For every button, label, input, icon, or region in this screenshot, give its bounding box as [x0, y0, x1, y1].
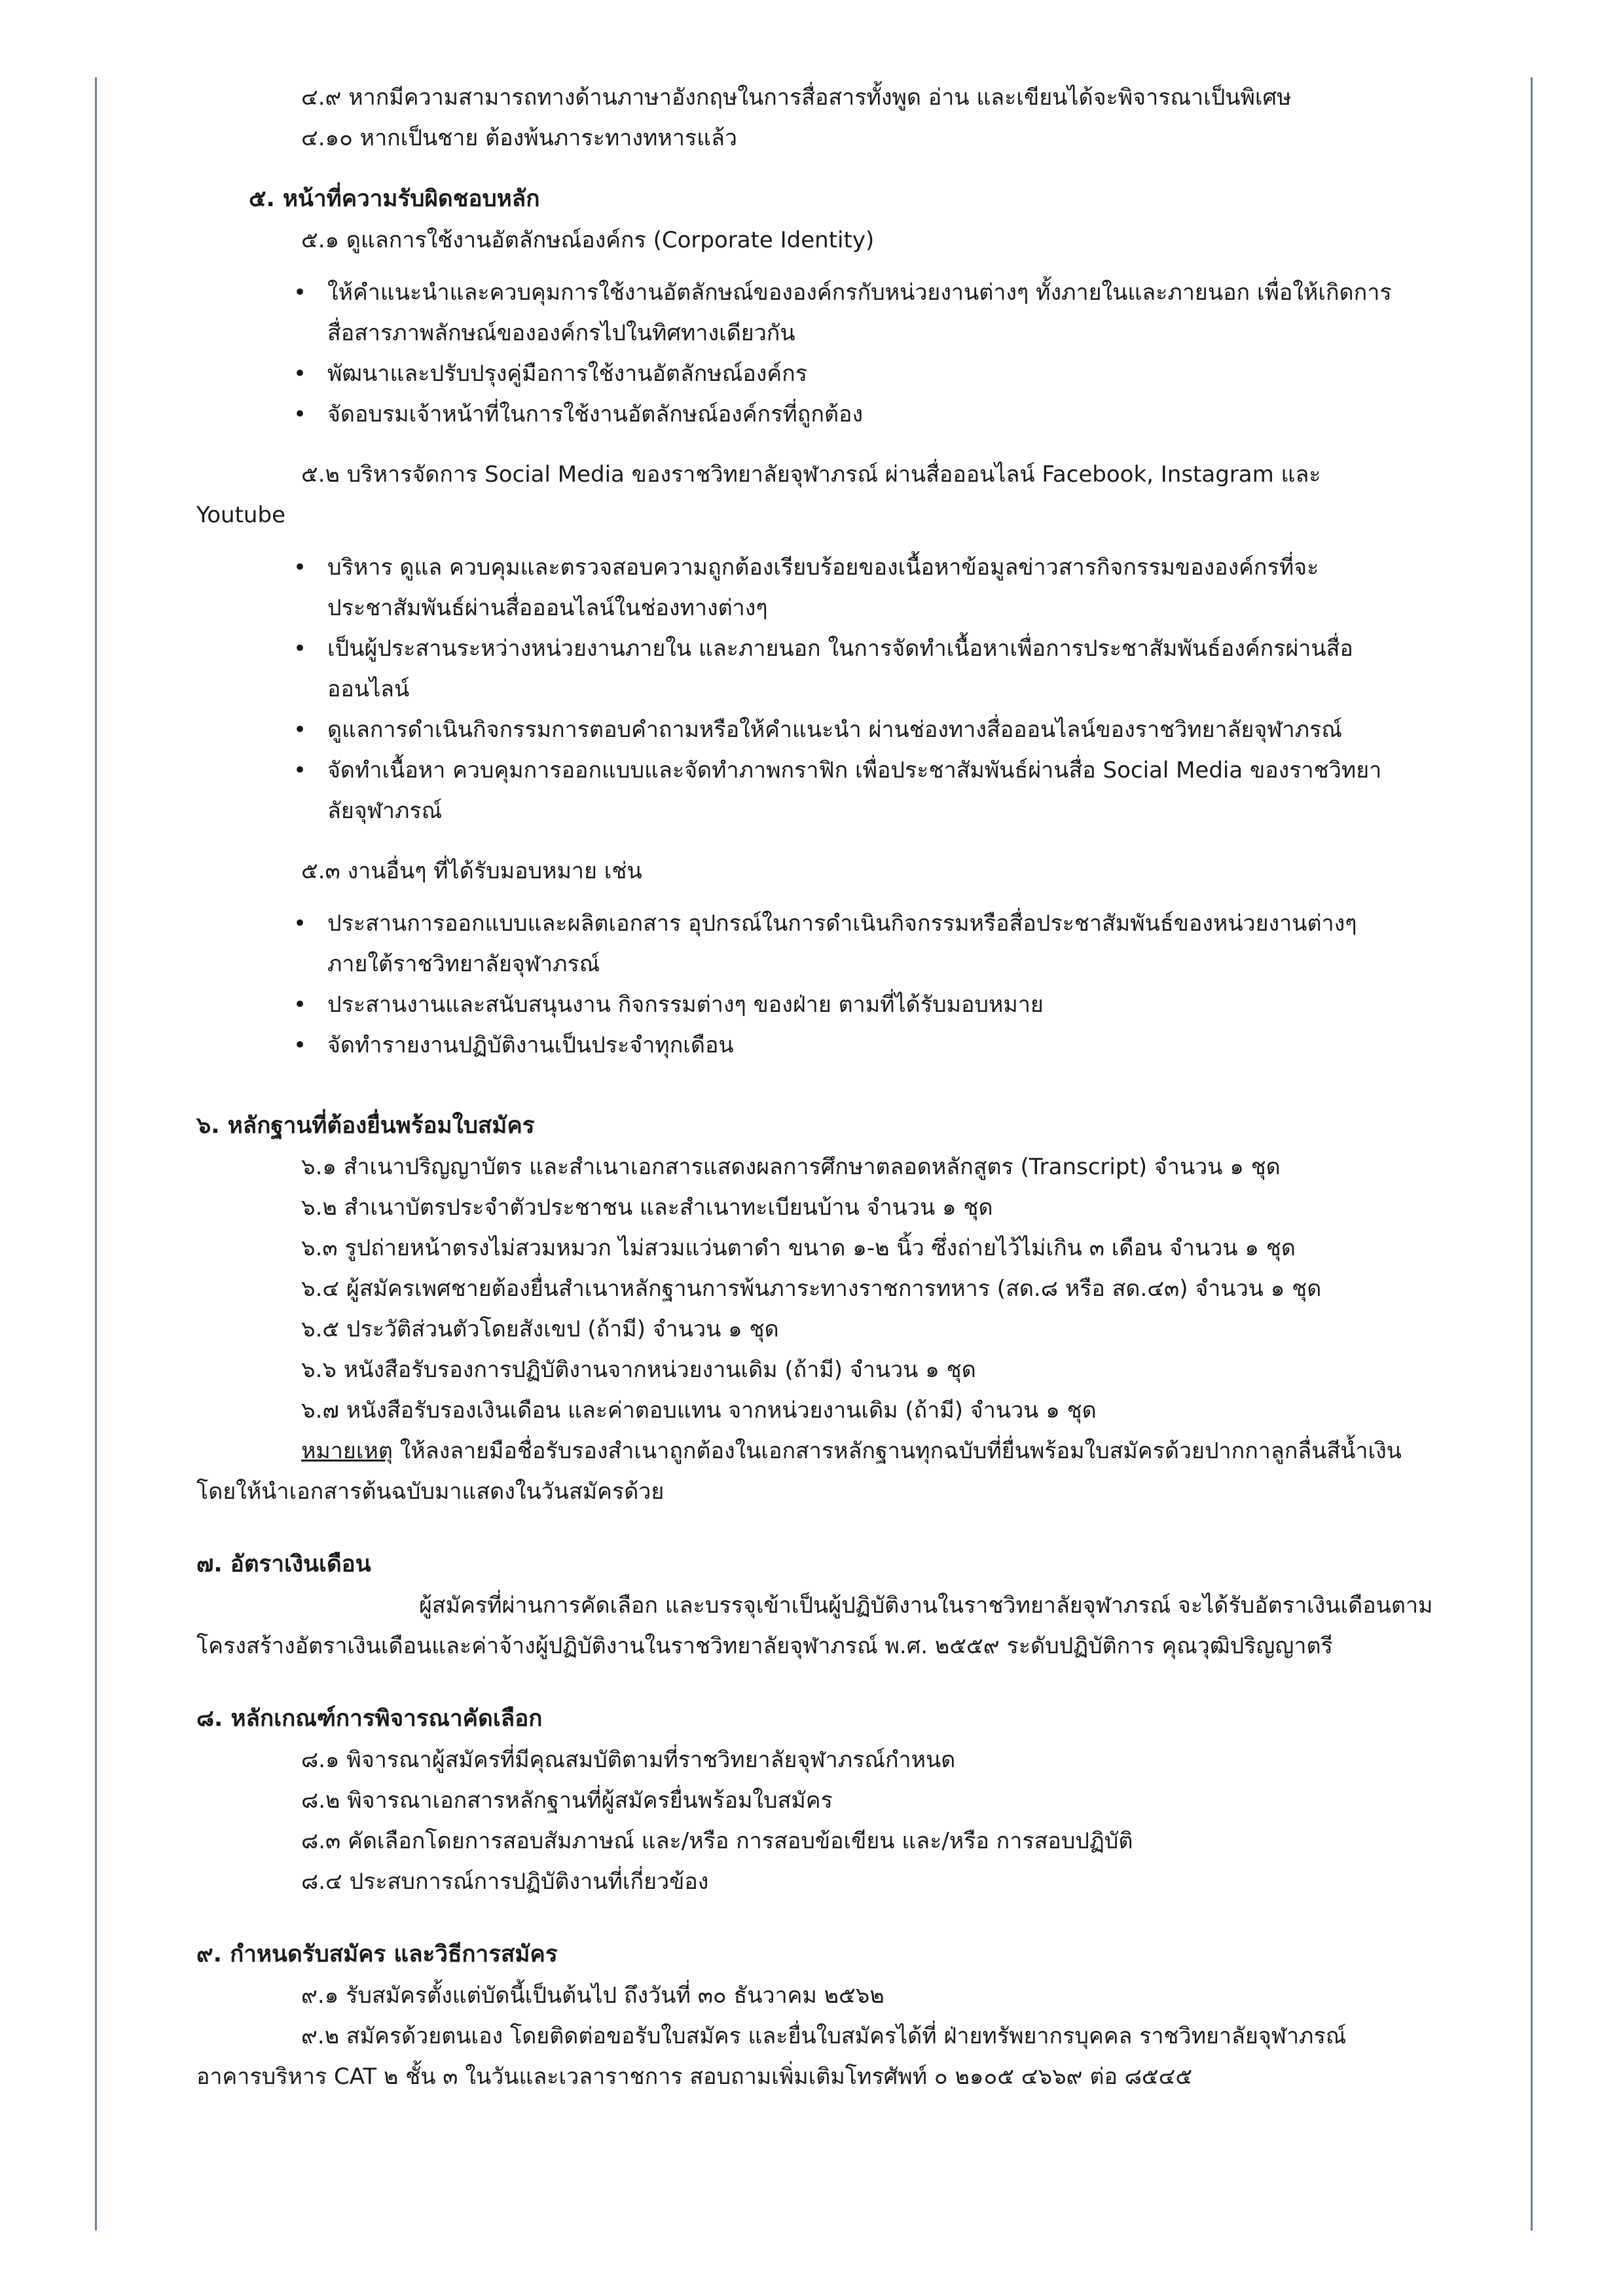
bullet-icon: •: [293, 361, 307, 387]
item-8-3: ๘.๓ คัดเลือกโดยการสอบสัมภาษณ์ และ/หรือ การสอบข้อเขียน และ/หรือ การสอบปฏิบัติ: [301, 1828, 1133, 1854]
item-5-2-cont: Youtube: [196, 502, 285, 528]
list-item: • ประสานงานและสนับสนุนงาน กิจกรรมต่างๆ ของฝ่าย ตามที่ได้รับมอบหมาย: [327, 984, 1467, 1025]
item-9-2: ๙.๒ สมัครด้วยตนเอง โดยติดต่อขอรับใบสมัคร และยื่นใบสมัครได้ที่ ฝ่ายทรัพยากรบุคคล ราชวิทยาลัยจุฬาภรณ์: [301, 2023, 1347, 2049]
item-8-1: ๘.๑ พิจารณาผู้สมัครที่มีคุณสมบัติตามที่ราชวิทยาลัยจุฬาภรณ์กำหนด: [301, 1747, 956, 1773]
item-8-2: ๘.๒ พิจารณาเอกสารหลักฐานที่ผู้สมัครยื่นพร้อมใบสมัคร: [301, 1787, 833, 1814]
item-6-5: ๖.๕ ประวัติส่วนตัวโดยสังเขป (ถ้ามี) จำนวน ๑ ชุด: [301, 1316, 779, 1342]
note-label: หมายเหตุ: [301, 1438, 393, 1464]
item-4-9: ๔.๙ หากมีความสามารถทางด้านภาษาอังกฤษในการสื่อสารทั้งพูด อ่าน และเขียนได้จะพิจารณาเป็นพิเศษ: [301, 84, 1292, 111]
item-6-3: ๖.๓ รูปถ่ายหน้าตรงไม่สวมหมวก ไม่สวมแว่นตาดำ ขนาด ๑-๒ นิ้ว ซึ่งถ่ายไว้ไม่เกิน ๓ เดือน จำนวน ๑ ชุด: [301, 1235, 1296, 1261]
salary-para-1: ผู้สมัครที่ผ่านการคัดเลือก และบรรจุเข้าเป็นผู้ปฏิบัติงานในราชวิทยาลัยจุฬาภรณ์ จะได้รับอัตราเงินเดือนตาม: [419, 1592, 1433, 1619]
bullet-list-5-2: [249, 547, 1467, 831]
salary-para-2: โครงสร้างอัตราเงินเดือนและค่าจ้างผู้ปฏิบัติงานในราชวิทยาลัยจุฬาภรณ์ พ.ศ. ๒๕๕๙ ระดับปฏิบัติการ คุณวุฒิปริญญาตรี: [196, 1633, 1333, 1659]
note-cont: โดยให้นำเอกสารต้นฉบับมาแสดงในวันสมัครด้วย: [196, 1479, 665, 1505]
section-5-heading: ๕. หน้าที่ความรับผิดชอบหลัก: [249, 186, 540, 212]
item-5-1: ๕.๑ ดูแลการใช้งานอัตลักษณ์องค์กร (Corporate Identity): [301, 227, 875, 253]
bullet-icon: •: [293, 717, 307, 743]
list-item: • บริหาร ดูแล ควบคุมและตรวจสอบความถูกต้องเรียบร้อยของเนื้อหาข้อมูลข่าวสารกิจกรรมขององค์กรที่จะ ประชาสัมพันธ์ผ่านสื่อออนไลน์ในช่องทางต่างๆ: [327, 547, 1467, 628]
list-item: • จัดทำเนื้อหา ควบคุมการออกแบบและจัดทำภาพกราฟิก เพื่อประชาสัมพันธ์ผ่านสื่อ Social Media ของราชวิทยา ลัยจุฬาภรณ์: [327, 750, 1467, 831]
section-9-heading: ๙. กำหนดรับสมัคร และวิธีการสมัคร: [196, 1941, 558, 1967]
item-6-7: ๖.๗ หนังสือรับรองเงินเดือน และค่าตอบแทน จากหน่วยงานเดิม (ถ้ามี) จำนวน ๑ ชุด: [301, 1397, 1097, 1424]
note-text: ให้ลงลายมือชื่อรับรองสำเนาถูกต้องในเอกสารหลักฐานทุกฉบับที่ยื่นพร้อมใบสมัครด้วยปากกาลูกลื่นสีน้ำเงิน: [392, 1438, 1402, 1464]
list-item: • เป็นผู้ประสานระหว่างหน่วยงานภายใน และภายนอก ในการจัดทำเนื้อหาเพื่อการประชาสัมพันธ์องค์กรผ่านสื่อ ออนไลน์: [327, 628, 1467, 709]
item-9-2-cont: อาคารบริหาร CAT ๒ ชั้น ๓ ในวันและเวลาราชการ สอบถามเพิ่มเติมโทรศัพท์ ๐ ๒๑๐๕ ๔๖๖๙ ต่อ ๘๕๔๕: [196, 2064, 1193, 2090]
section-6-heading: ๖. หลักฐานที่ต้องยื่นพร้อมใบสมัคร: [196, 1113, 535, 1139]
bullet-icon: •: [293, 757, 307, 783]
item-9-1: ๙.๑ รับสมัครตั้งแต่บัดนี้เป็นต้นไป ถึงวันที่ ๓๐ ธันวาคม ๒๕๖๒: [301, 1982, 884, 2009]
item-8-4: ๘.๔ ประสบการณ์การปฏิบัติงานที่เกี่ยวข้อง: [301, 1869, 709, 1895]
list-item: • ให้คำแนะนำและควบคุมการใช้งานอัตลักษณ์ขององค์กรกับหน่วยงานต่างๆ ทั้งภายในและภายนอก เพื่อให้เกิดการ สื่อสารภาพลักษณ์ขององค์กรไปในทิศทางเดียวกัน: [327, 272, 1467, 353]
right-margin-rule: [1531, 77, 1533, 2231]
note-line: [249, 1431, 1467, 1471]
bullet-list-5-1: [249, 272, 1467, 435]
section-7-heading: ๗. อัตราเงินเดือน: [196, 1551, 371, 1577]
bullet-icon: •: [293, 992, 307, 1018]
list-item: • ดูแลการดำเนินกิจกรรมการตอบคำถามหรือให้คำแนะนำ ผ่านช่องทางสื่อออนไลน์ของราชวิทยาลัยจุฬาภรณ์: [327, 709, 1467, 750]
section-8-heading: ๘. หลักเกณฑ์การพิจารณาคัดเลือก: [196, 1706, 543, 1732]
item-6-1: ๖.๑ สำเนาปริญญาบัตร และสำเนาเอกสารแสดงผลการศึกษาตลอดหลักสูตร (Transcript) จำนวน ๑ ชุด: [301, 1154, 1281, 1180]
bullet-icon: •: [293, 1032, 307, 1058]
item-5-2: ๕.๒ บริหารจัดการ Social Media ของราชวิทยาลัยจุฬาภรณ์ ผ่านสื่อออนไลน์ Facebook, Instagram และ: [301, 461, 1321, 488]
bullet-icon: •: [293, 279, 307, 306]
list-item: • พัฒนาและปรับปรุงคู่มือการใช้งานอัตลักษณ์องค์กร: [327, 353, 1467, 394]
bullet-list-5-3: [249, 903, 1467, 1066]
list-item: • จัดทำรายงานปฏิบัติงานเป็นประจำทุกเดือน: [327, 1025, 1467, 1066]
bullet-icon: •: [293, 554, 307, 581]
item-4-10: ๔.๑๐ หากเป็นชาย ต้องพ้นภาระทางทหารแล้ว: [301, 125, 738, 151]
left-margin-rule: [95, 77, 97, 2231]
item-6-4: ๖.๔ ผู้สมัครเพศชายต้องยื่นสำเนาหลักฐานการพ้นภาระทางราชการทหาร (สด.๘ หรือ สด.๔๓) จำนวน ๑ ชุด: [301, 1276, 1322, 1302]
list-item: • ประสานการออกแบบและผลิตเอกสาร อุปกรณ์ในการดำเนินกิจกรรมหรือสื่อประชาสัมพันธ์ของหน่วยงานต่างๆ ภายใต้ราชวิทยาลัยจุฬาภรณ์: [327, 903, 1467, 984]
list-item: • จัดอบรมเจ้าหน้าที่ในการใช้งานอัตลักษณ์องค์กรที่ถูกต้อง: [327, 394, 1467, 435]
item-6-6: ๖.๖ หนังสือรับรองการปฏิบัติงานจากหน่วยงานเดิม (ถ้ามี) จำนวน ๑ ชุด: [301, 1357, 976, 1383]
item-5-3: ๕.๓ งานอื่นๆ ที่ได้รับมอบหมาย เช่น: [301, 858, 642, 884]
bullet-icon: •: [293, 636, 307, 662]
bullet-icon: •: [293, 401, 307, 427]
bullet-icon: •: [293, 910, 307, 937]
document-page: [196, 77, 1467, 2097]
item-6-2: ๖.๒ สำเนาบัตรประจำตัวประชาชน และสำเนาทะเบียนบ้าน จำนวน ๑ ชุด: [301, 1194, 993, 1221]
